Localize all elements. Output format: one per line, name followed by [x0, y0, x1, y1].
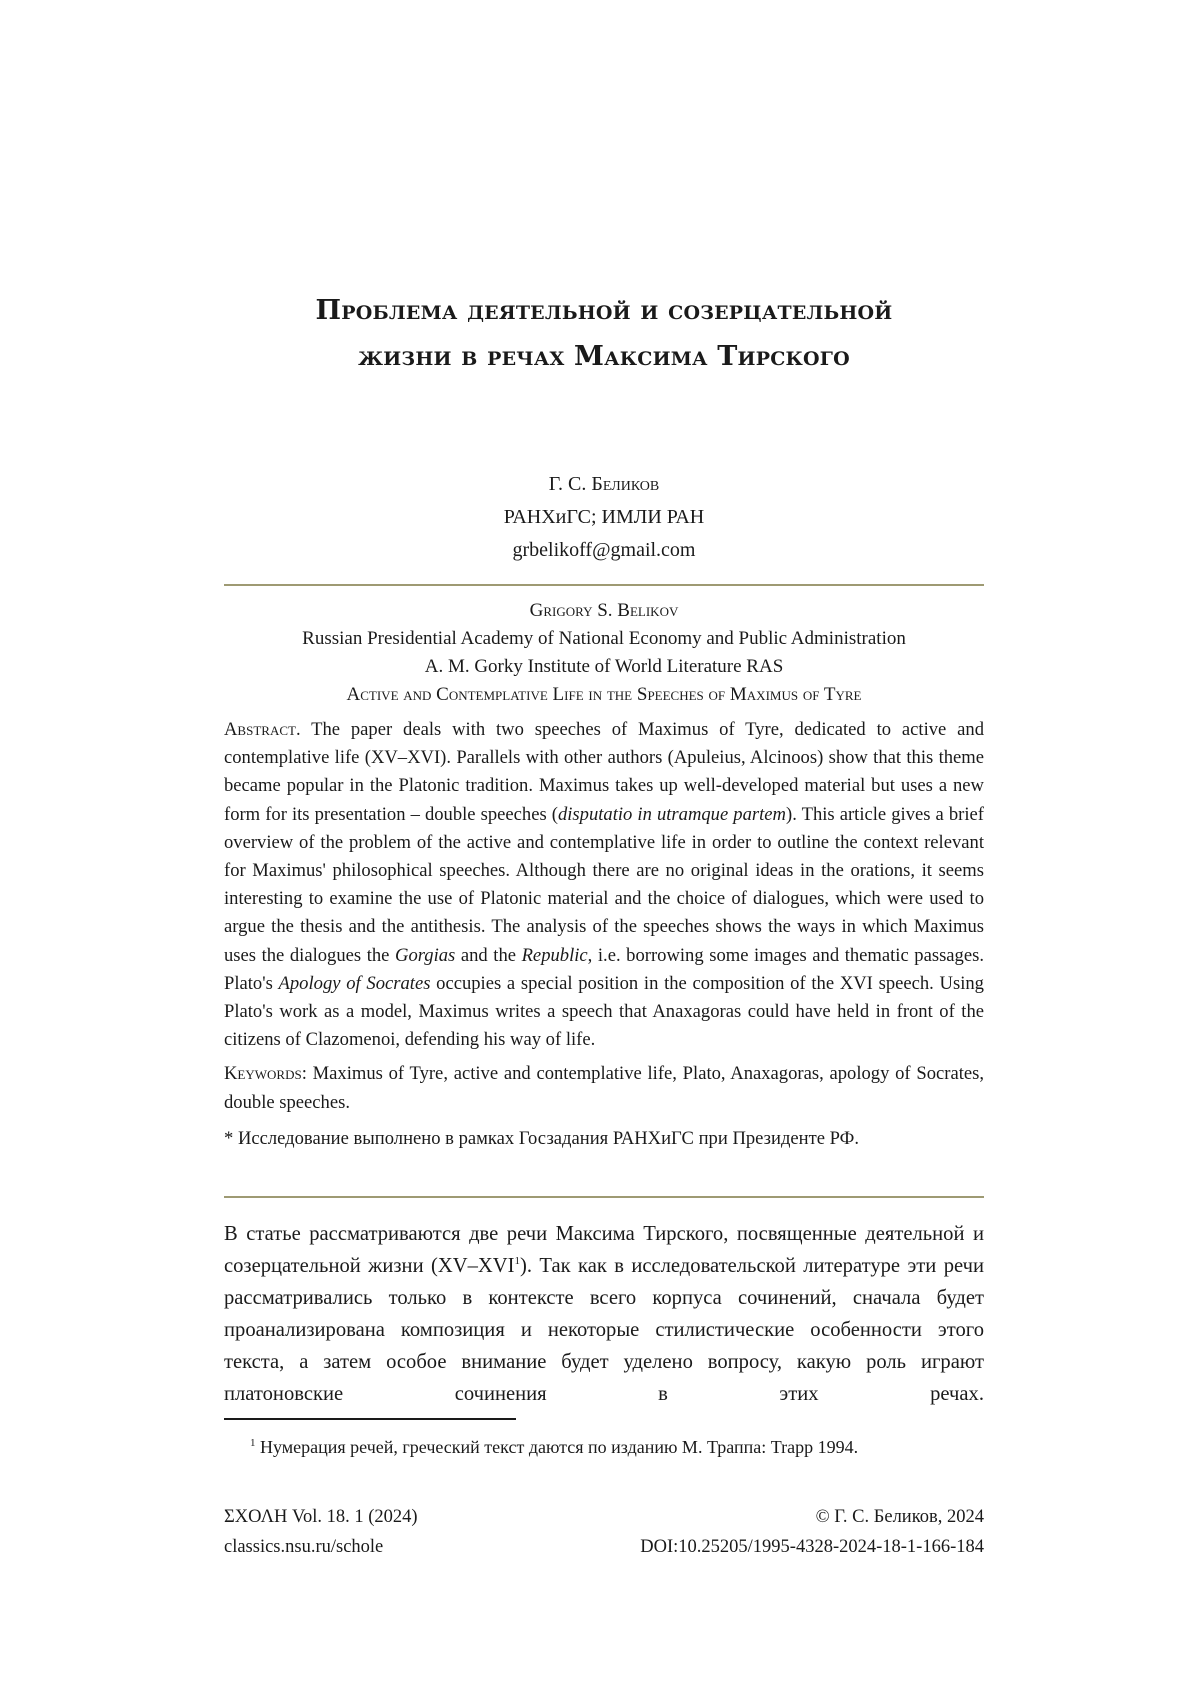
footnote	[250, 1434, 984, 1460]
section-divider-bottom	[224, 1196, 984, 1198]
english-header	[224, 597, 984, 709]
body-text	[224, 1218, 984, 1410]
copyright: © Г. С. Беликов, 2024	[816, 1502, 984, 1532]
affiliation-en-1: Russian Presidential Academy of National Economy and Public Administration	[224, 625, 984, 653]
keywords-paragraph: Keywords: Maximus of Tyre, active and contemplative life, Plato, Anaxagoras, apology of Socrates, double speeches.	[224, 1060, 984, 1116]
author-email[interactable]: grbelikoff@gmail.com	[224, 534, 984, 567]
abstract-paragraph: Abstract. The paper deals with two speeches of Maximus of Tyre, dedicated to active and contemplative life (XV–XVI). Parallels with other authors (Apuleius, Alcinoos) show that this theme became popular in the Platonic tradition. Maximus takes up well-developed material but uses a new form for its presentation – double speeches (disputatio in utramque partem). This article gives a brief overview of the problem of the active and contemplative life in order to outline the context relevant for Maximus' philosophical speeches. Although there are no original ideas in the orations, it seems interesting to examine the use of Platonic material and the choice of dialogues, which were used to argue the thesis and the antithesis. The analysis of the speeches shows the ways in which Maximus uses the dialogues the Gorgias and the Republic, i.e. borrowing some images and thematic passages. Plato's Apology of Socrates occupies a special position in the composition of the XVI speech. Using Plato's work as a model, Maximus writes a speech that Anaxagoras could have held in front of the citizens of Clazomenoi, defending his way of life.	[224, 716, 984, 1054]
footnote-number: 1	[250, 1437, 256, 1449]
article-page	[0, 0, 1200, 1697]
title-line-2: жизни в речах Максима Тирского	[224, 334, 984, 380]
journal-info: ΣΧΟΛΗ Vol. 18. 1 (2024)	[224, 1502, 418, 1532]
doi[interactable]: DOI:10.25205/1995-4328-2024-18-1-166-184	[640, 1532, 984, 1562]
title-en: Active and Contemplative Life in the Speeches of Maximus of Tyre	[224, 681, 984, 709]
author-affiliation-ru: РАНХиГС; ИМЛИ РАН	[224, 501, 984, 534]
body-paragraph: В статье рассматриваются две речи Максима Тирского, посвященные деятельной и созерцательной жизни (XV–XVI1). Так как в исследовательской литературе эти речи рассматривались только в контексте всего корпуса сочинений, сначала будет проанализирована композиция и некоторые стилистические особенности этого текста, а затем особое внимание будет уделено вопросу, какую роль играют платоновские сочинения в этих речах.	[224, 1218, 984, 1410]
article-title	[224, 288, 984, 380]
footnote-ref[interactable]: 1	[515, 1255, 521, 1267]
keywords-label: Keywords:	[224, 1063, 307, 1084]
abstract-label: Abstract.	[224, 719, 301, 740]
funding-note: * Исследование выполнено в рамках Госзадания РАНХиГС при Президенте РФ.	[224, 1125, 984, 1153]
footnote-text: Нумерация речей, греческий текст даются по изданию М. Траппа: Trapp 1994.	[256, 1437, 859, 1457]
abstract-block	[224, 716, 984, 1153]
author-block-ru	[224, 468, 984, 567]
journal-site-link[interactable]: classics.nsu.ru/schole	[224, 1532, 383, 1562]
footnote-rule	[224, 1418, 516, 1420]
section-divider-top	[224, 584, 984, 586]
page-footer	[224, 1502, 984, 1562]
title-line-1: Проблема деятельной и созерцательной	[224, 288, 984, 334]
affiliation-en-2: A. M. Gorky Institute of World Literature RAS	[224, 653, 984, 681]
author-name-ru: Г. С. Беликов	[224, 468, 984, 501]
author-name-en: Grigory S. Belikov	[224, 597, 984, 625]
